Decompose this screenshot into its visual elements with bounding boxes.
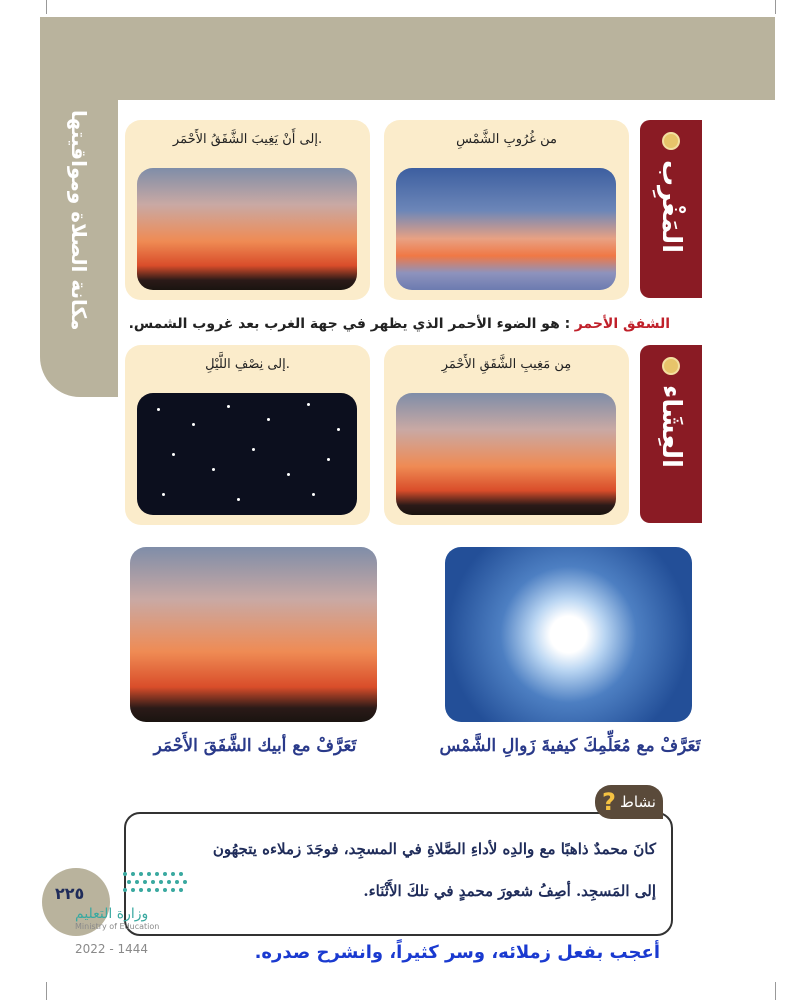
crop-mark	[46, 982, 47, 1000]
isha-label: العِشَاء	[656, 385, 686, 468]
activity-tab-label: نشاط	[619, 793, 656, 811]
isha-to-card	[125, 345, 370, 525]
learn-right-caption: تَعَرَّفْ مع مُعَلِّمِكَ كيفيةَ زَوالِ الشَّمْس	[439, 736, 701, 756]
isha-to-caption: إلى نِصْفِ اللَّيْلِ.	[205, 357, 290, 372]
isha-tab	[640, 345, 702, 523]
star-icon	[662, 132, 680, 150]
twilight-photo	[396, 393, 616, 515]
red-twilight-photo	[130, 547, 377, 722]
year-label: 2022 - 1444	[75, 942, 149, 956]
activity-answer: أعجب بفعل زملائه، وسر كثيراً، وانشرح صدره.	[254, 942, 660, 963]
crop-mark	[775, 0, 776, 14]
maghrib-to-caption: إلى أَنْ يَغِيبَ الشَّفَقُ الأَحْمَر.	[172, 132, 323, 147]
activity-tab	[595, 785, 663, 819]
maghrib-label: المَغْرِب	[656, 160, 686, 254]
ministry-logo-icon	[115, 868, 210, 902]
activity-line-1: كانَ محمدٌ ذاهبًا مع والدِه لأداءِ الصَّلاةِ في المسجِد، فوجَدَ زملاءه يتجهُون	[212, 840, 656, 858]
maghrib-tab	[640, 120, 702, 298]
maghrib-from-card	[384, 120, 629, 300]
definition-term: الشفق الأحمر	[574, 316, 670, 332]
maghrib-from-caption: من غُرُوبِ الشَّمْسِ	[456, 132, 557, 147]
header-band	[40, 17, 775, 100]
ministry-name: وزارة التعليم	[75, 906, 149, 922]
isha-from-caption: مِن مَغِيبِ الشَّفَقِ الأَحْمَرِ	[441, 357, 572, 372]
definition-line	[120, 316, 670, 332]
question-mark-icon: ?	[602, 788, 616, 816]
definition-text: : هو الضوء الأحمر الذي يظهر في جهة الغرب بعد غروب الشمس.	[128, 316, 571, 332]
sunset-horizon-photo	[137, 168, 357, 290]
night-stars-photo	[137, 393, 357, 515]
sun-zenith-photo	[445, 547, 692, 722]
activity-line-2: إلى المَسجِد. أصِفُ شعورَ محمدٍ في تلكَ الأَثْنَاء.	[363, 882, 656, 900]
crop-mark	[775, 982, 776, 1000]
star-icon	[662, 357, 680, 375]
isha-from-card	[384, 345, 629, 525]
chapter-title: مكانة الصلاة ومواقيتها	[67, 109, 91, 331]
learn-left-caption: تَعَرَّفْ مع أبيك الشَّفَقَ الأَحْمَر	[153, 736, 357, 756]
ministry-name-en: Ministry of Education	[75, 922, 160, 931]
crop-mark	[46, 0, 47, 14]
maghrib-to-card	[125, 120, 370, 300]
sunset-clouds-photo	[396, 168, 616, 290]
page-number: ٢٢٥	[55, 884, 85, 903]
